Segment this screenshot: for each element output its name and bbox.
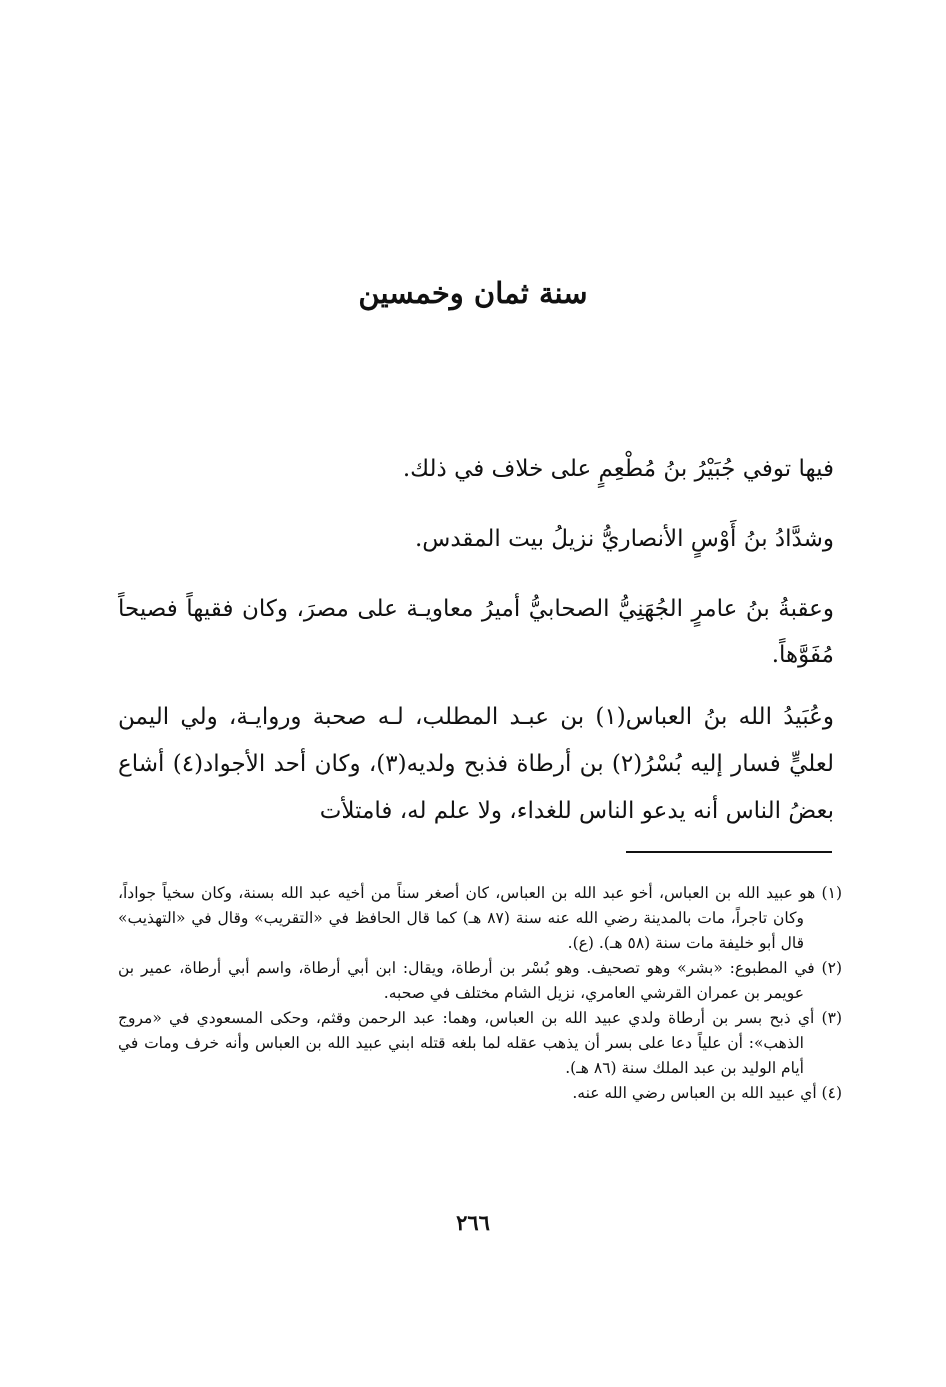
footnote-divider [626, 851, 832, 853]
paragraph-jubayr: فيها توفي جُبَيْرُ بنُ مُطْعِمٍ على خلاف في ذلك. [402, 456, 834, 482]
page-number: ٢٦٦ [456, 1210, 490, 1235]
footnote-3: (٣) أي ذبح بسر بن أرطاة ولدي عبيد الله بن العباس، وهما: عبد الرحمن وقثم، وحكى المسعودي في «مروج الذهب»: أن علياً دعا على بسر أن يذهب عقله لما بلغه قتله ابني عبيد الله بن العباس وأنه خرف ومات في أيام الوليد بن عبد الملك سنة (٨٦ هـ). [118, 1009, 842, 1077]
paragraph-ubaydullah: وعُبَيدُ الله بنُ العباس(١) بن عبـد المطلب، لـه صحبة وروايـة، ولي اليمن لعليٍّ فسار إليه بُسْرُ(٢) بن أرطاة فذبح ولديه(٣)، وكان أحد الأجواد(٤) أشاع بعضُ الناس أنه يدعو الناس للغداء، ولا علم له، فامتلأت [118, 704, 834, 824]
footnotes [118, 881, 842, 1106]
footnote-4: (٤) أي عبيد الله بن العباس رضي الله عنه. [572, 1084, 842, 1102]
footnote-2: (٢) في المطبوع: «بشر» وهو تصحيف. وهو بُسْر بن أرطاة، ويقال: ابن أبي أرطاة، واسم أبي أرطاة، عمير بن عويمر بن عمران القرشي العامري، نزيل الشام مختلف في صحبه. [118, 959, 842, 1002]
paragraph-shaddad: وشدَّادُ بنُ أَوْسٍ الأنصاريُّ نزيلُ بيت المقدس. [414, 526, 834, 552]
chapter-title: سنة ثمان وخمسين [358, 276, 588, 310]
footnote-1: (١) هو عبيد الله بن العباس، أخو عبد الله بن العباس، كان أصغر سناً من أخيه عبد الله بسنة، وكان سخياً جواداً، وكان تاجراً، مات بالمدينة رضي الله عنه سنة (٨٧ هـ) كما قال الحافظ في «التقريب» وقال في «التهذيب» قال أبو خليفة مات سنة (٥٨ هـ). (ع). [118, 884, 842, 952]
paragraph-uqba: وعقبةُ بنُ عامرٍ الجُهَنِيُّ الصحابيُّ أميرُ معاويـة على مصرَ، وكان فقيهاً فصيحاً مُفَوَّهاً. [118, 596, 834, 668]
